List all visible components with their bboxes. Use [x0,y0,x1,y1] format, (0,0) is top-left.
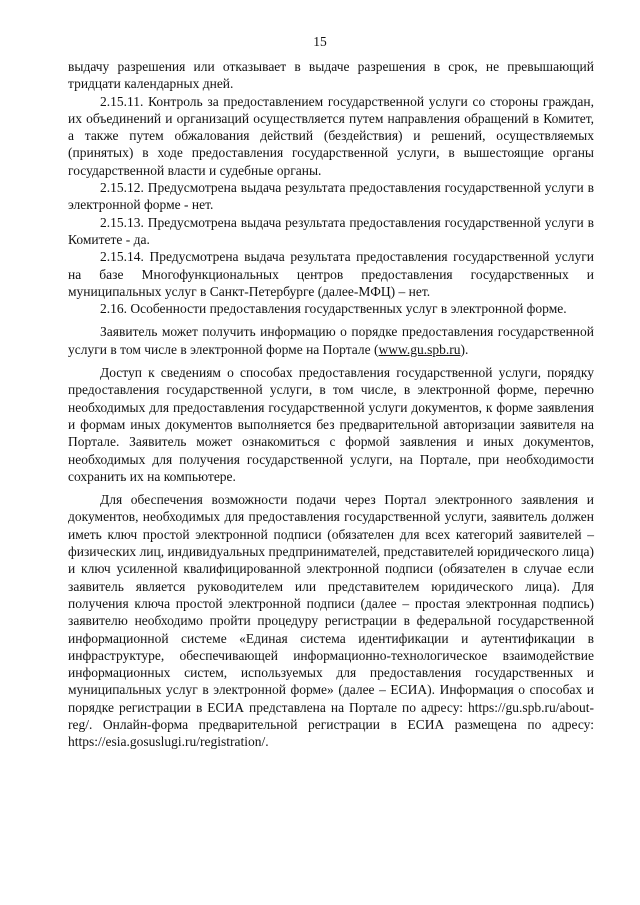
page-number: 15 [313,34,327,49]
paragraph-continuation: выдачу разрешения или отказывает в выдаче разрешения в срок, не превышающий тридцати календарных дней. [68,59,594,92]
paragraph-esia: Для обеспечения возможности подачи через Портал электронного заявления и документов, необходимых для предоставления государственной услуги, заявитель должен иметь ключ простой электронной подписи (обязателен для всех категорий заявителей – физических лиц, индивидуальных предпринимателей, представителей юридического лица) и ключ усиленной квалифицированной электронной подписи (обязателен в случае если заявитель является руководителем или представителем юридического лица). Для получения ключа простой электронной подписи (далее – простая электронная подпись) заявителю необходимо пройти процедуру регистрации в федеральной государственной информационной системе «Единая система идентификации и аутентификации в инфраструктуре, обеспечивающей информационно-технологическое взаимодействие информационных систем, используемых для предоставления государственных и муниципальных услуг в электронной форме» (далее – ЕСИА). Информация о способах и порядке регистрации в ЕСИА представлена на Портале по адресу: https://gu.spb.ru/about-reg/. Онлайн-форма предварительной регистрации в ЕСИА размещена по адресу: https://esia.gosuslugi.ru/registration/. [68,492,594,750]
portal-info-text: Заявитель может получить информацию о порядке предоставления государственной услуги в том числе в электронной форме на Портале ( [68,324,594,357]
paragraph-2-15-11: 2.15.11. Контроль за предоставлением государственной услуги со стороны граждан, их объединений и организаций осуществляется путем направления обращений в Комитет, а также путем обжалования действий (бездействия) и решений, осуществляемых (принятых) в ходе предоставления государственной услуги, в вышестоящие органы государственной власти и судебные органы. [68,93,594,178]
paragraph-portal-info [68,323,594,358]
paragraph-2-15-12: 2.15.12. Предусмотрена выдача результата предоставления государственной услуги в электронной форме - нет. [68,180,594,213]
paragraph-2-15-13: 2.15.13. Предусмотрена выдача результата предоставления государственной услуги в Комитете - да. [68,214,594,247]
paragraph-access: Доступ к сведениям о способах предоставления государственной услуги, порядку предоставления государственной услуги, в том числе, в электронной форме, перечню необходимых для предоставления государственной услуги документов, к форме заявления и формам иных документов выполняется без предварительной авторизации заявителя на Портале. Заявитель может ознакомиться с формой заявления и иных документов, необходимых для получения государственной услуги, на Портале, при необходимости сохранить их на компьютере. [68,365,594,484]
portal-link[interactable]: www.gu.spb.ru [378,341,461,357]
paragraph-2-16: 2.16. Особенности предоставления государственных услуг в электронной форме. [100,301,567,317]
paragraph-2-15-14: 2.15.14. Предусмотрена выдача результата предоставления государственной услуги на базе Многофункциональных центров предоставления государственных и муниципальных услуг в Санкт-Петербурге (далее-МФЦ) – нет. [68,249,594,299]
document-body [68,58,594,751]
portal-info-tail: ). [460,341,469,357]
